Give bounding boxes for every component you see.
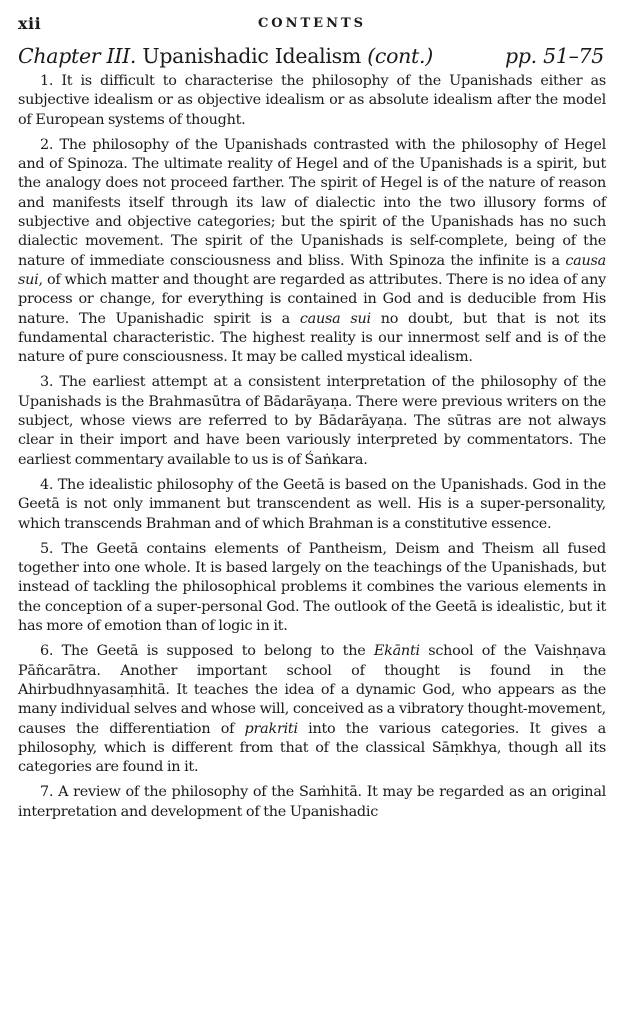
body-text — [18, 72, 606, 822]
paragraph-text: no doubt, but that is not its fundamental characteristic. The highest reality is our innermost self and is of the nature of pure consciousness. It may be called mystical idealism. — [18, 310, 606, 366]
chapter-label: Chapter III. — [18, 44, 137, 68]
chapter-title-suffix: (cont.) — [367, 44, 433, 68]
italic-term: prakriti — [244, 720, 298, 737]
running-title: CONTENTS — [257, 16, 367, 31]
paragraph-text: , of which matter and thought are regarded as attributes. There is no idea of any process or change, for everything is contained in God and is deducible from His nature. The Upanishadic spirit is a — [18, 271, 606, 327]
paragraph-4 — [18, 476, 606, 534]
paragraph-text: 4. The idealistic philosophy of the Geetā is based on the Upanishads. God in the Geetā is not only immanent but transcendent as well. His is a super-personality, which transcends Brahman and of which Brahman is a constitutive essence. — [18, 476, 606, 532]
paragraph-3 — [18, 373, 606, 469]
chapter-page-range: pp. 51–75 — [505, 44, 604, 68]
italic-term: Ekānti — [373, 643, 420, 660]
paragraph-1 — [18, 72, 606, 130]
running-head — [18, 8, 606, 38]
chapter-heading — [18, 42, 606, 70]
chapter-title: Upanishadic Idealism — [142, 44, 362, 68]
paragraph-text: 7. A review of the philosophy of the Saṁhitā. It may be regarded as an original interpretation and development of the Upanishadic — [18, 784, 606, 820]
italic-term: causa sui — [299, 310, 371, 327]
chapter-title-group — [18, 42, 433, 70]
italic-term: causa sui — [18, 252, 606, 288]
paragraph-text: 5. The Geetā contains elements of Pantheism, Deism and Theism all fused together into one whole. It is based largely on the teachings of the Upanishads, but instead of tackling the philosophical problems it combines the various elements in the conception of a super-personal God. The outlook of the Geetā is idealistic, but it has more of emotion than of logic in it. — [18, 540, 606, 635]
paragraph-text: 6. The Geetā is supposed to belong to the — [40, 643, 374, 660]
page-number: xii — [18, 14, 42, 33]
paragraph-text: 2. The philosophy of the Upanishads contrasted with the philosophy of Hegel and of Spinoza. The ultimate reality of Hegel and of the Upanishads is a spirit, but the analogy does not proceed farther. The spirit of Hegel is of the nature of reason and manifests itself through its law of dialectic into the two illusory forms of subjective and objective categories; but the spirit of the Upanishads has no such dialectic movement. The spirit of the Upanishads is self-complete, being of the nature of immediate consciousness and bliss. With Spinoza the infinite is a — [18, 136, 606, 269]
paragraph-text: school of the Vaishṇava Pāñcarātra. Another important school of thought is found in the Ahirbudhnyasaṃhitā. It teaches the idea of a dynamic God, who appears as the many individual selves and whose will, conceived as a vibratory thought-movement, causes the differentiation of — [18, 643, 606, 737]
paragraph-text: 1. It is difficult to characterise the philosophy of the Upanishads either as subjective idealism or as objective idealism or as absolute idealism after the model of European systems of thought. — [18, 73, 606, 128]
paragraph-6 — [18, 642, 606, 777]
paragraph-5 — [18, 540, 606, 636]
paragraph-text: into the various categories. It gives a philosophy, which is different from that of the classical Sāṃkhya, though all its categories are found in it. — [18, 720, 606, 776]
paragraph-2 — [18, 136, 606, 368]
paragraph-7 — [18, 783, 606, 822]
paragraph-text: 3. The earliest attempt at a consistent interpretation of the philosophy of the Upanishads is the Brahmasūtra of Bādarāyaṇa. There were previous writers on the subject, whose views are referred to by Bādarāyaṇa. The sūtras are not always clear in their import and have been variously interpreted by commentators. The earliest commentary available to us is of Śaṅkara. — [18, 374, 606, 468]
